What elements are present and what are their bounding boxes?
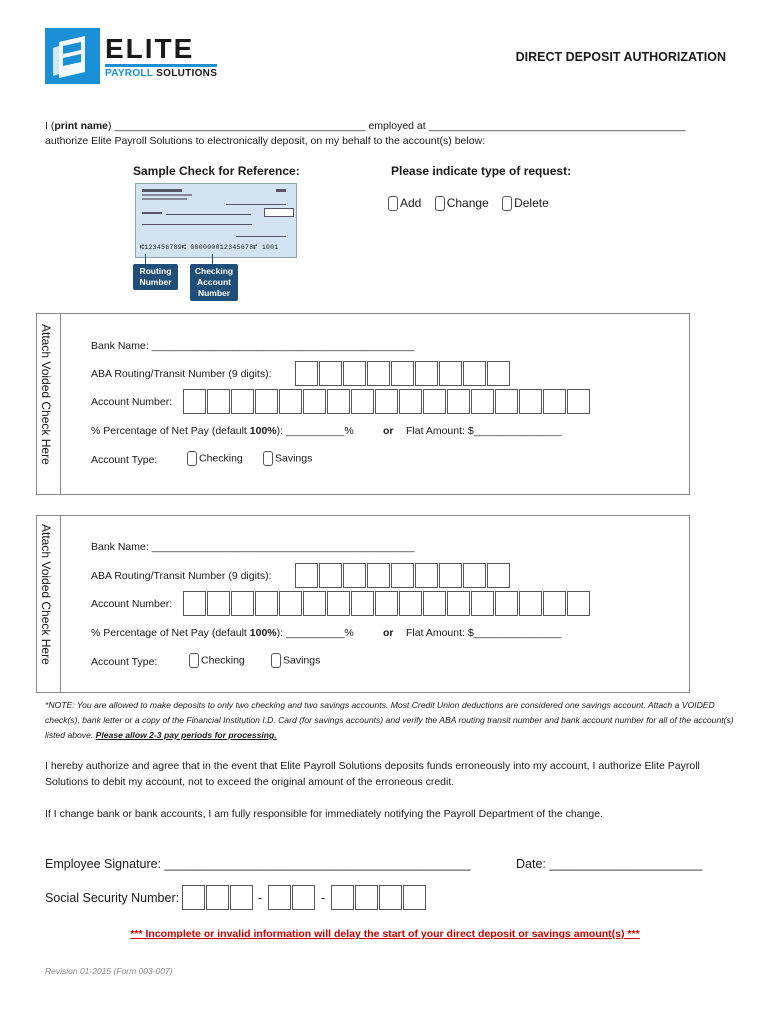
ssn-dash-2: - — [321, 891, 326, 905]
intro-line-2: authorize Elite Payroll Solutions to electronically deposit, on my behalf to the account(s) below: — [45, 135, 486, 147]
attach-check-strip — [37, 314, 61, 494]
ssn-part-2-cells[interactable] — [268, 885, 316, 910]
request-type-options — [388, 196, 559, 211]
account-number-label: Account Number: — [91, 598, 173, 610]
checkbox-icon[interactable] — [263, 451, 273, 466]
or-label: or — [383, 425, 394, 437]
attach-check-label: Attach Voided Check Here — [39, 324, 53, 465]
logo-subtitle: PAYROLL SOLUTIONS — [105, 68, 218, 79]
checkbox-icon[interactable] — [271, 653, 281, 668]
routing-number-tag: Routing Number — [133, 264, 178, 290]
routing-pointer — [145, 254, 146, 264]
checkbox-icon[interactable] — [388, 196, 398, 211]
account-block-1 — [36, 313, 690, 495]
account-type-label: Account Type: — [91, 454, 158, 466]
bank-name-field[interactable]: Bank Name: _____________________________________________ — [91, 541, 415, 553]
change-notice: If I change bank or bank accounts, I am fully responsible for immediately notifying the Payroll Department of the change. — [45, 808, 603, 820]
request-add-option[interactable]: Add — [388, 196, 421, 210]
checkbox-icon[interactable] — [435, 196, 445, 211]
intro-line-1: I (print name) ___________________________________________ employed at ____________________________________________ — [45, 120, 686, 132]
flat-amount-field[interactable]: Flat Amount: $_______________ — [406, 425, 562, 437]
percentage-field[interactable]: % Percentage of Net Pay (default 100%): __________% — [91, 627, 354, 639]
checkbox-icon[interactable] — [189, 653, 199, 668]
checkbox-icon[interactable] — [187, 451, 197, 466]
authorization-paragraph: I hereby authorize and agree that in the event that Elite Payroll Solutions deposits funds erroneously into my account, I authorize Elite Payroll Solutions to debit my account, not to exceed the original amount of the erroneous credit. — [45, 760, 700, 788]
deposit-note: *NOTE: You are allowed to make deposits to only two checking and two savings accounts. Most Credit Union deductions are considered one savings account. Attach a VOIDED check(s), bank letter or a copy of the Financial Institution I.D. Card (for savings accounts) and verify the ABA routing transit number and bank account number for all of the account(s) listed above. Please allow 2-3 pay periods for processing. — [45, 700, 734, 740]
ssn-dash-1: - — [258, 891, 263, 905]
request-type-heading: Please indicate type of request: — [391, 164, 572, 178]
account-number-label: Account Number: — [91, 396, 173, 408]
ssn-part-1-cells[interactable] — [182, 885, 254, 910]
account-block-2 — [36, 515, 690, 693]
routing-number-cells[interactable] — [295, 361, 511, 386]
account-pointer — [212, 254, 213, 264]
account-type-label: Account Type: — [91, 656, 158, 668]
percentage-field[interactable]: % Percentage of Net Pay (default 100%): __________% — [91, 425, 354, 437]
routing-number-cells[interactable] — [295, 563, 511, 588]
revision-label: Revision 01-2015 (Form 003-007) — [45, 966, 173, 976]
incomplete-warning: *** Incomplete or invalid information will delay the start of your direct deposit or savings amount(s) *** — [130, 928, 640, 940]
logo-mark-icon — [45, 28, 100, 84]
elite-logo — [45, 28, 225, 84]
sample-check-heading: Sample Check for Reference: — [133, 164, 300, 178]
ssn-label: Social Security Number: — [45, 891, 180, 905]
checkbox-icon[interactable] — [502, 196, 512, 211]
document-title: DIRECT DEPOSIT AUTHORIZATION — [515, 50, 726, 64]
or-label: or — [383, 627, 394, 639]
account-type-checking[interactable]: Checking — [189, 653, 245, 668]
attach-check-strip — [37, 516, 61, 692]
request-change-option[interactable]: Change — [435, 196, 489, 210]
check-micr-line: ⑆123456789⑆ 000000012345678⑈ 1001 — [140, 244, 279, 251]
routing-label: ABA Routing/Transit Number (9 digits): — [91, 368, 272, 380]
logo-wordmark: ELITE — [105, 33, 195, 64]
account-number-cells[interactable] — [183, 389, 591, 414]
employee-signature-field[interactable]: Employee Signature: ____________________________________________ — [45, 857, 471, 871]
account-type-savings[interactable]: Savings — [263, 451, 312, 466]
account-type-checking[interactable]: Checking — [187, 451, 243, 466]
date-field[interactable]: Date: ______________________ — [516, 857, 703, 871]
request-delete-option[interactable]: Delete — [502, 196, 549, 210]
logo-bar — [105, 64, 217, 67]
attach-check-label: Attach Voided Check Here — [39, 524, 53, 665]
bank-name-field[interactable]: Bank Name: _____________________________________________ — [91, 340, 415, 352]
account-number-cells[interactable] — [183, 591, 591, 616]
routing-label: ABA Routing/Transit Number (9 digits): — [91, 570, 272, 582]
flat-amount-field[interactable]: Flat Amount: $_______________ — [406, 627, 562, 639]
ssn-part-3-cells[interactable] — [331, 885, 427, 910]
account-type-savings[interactable]: Savings — [271, 653, 320, 668]
checking-account-tag: Checking Account Number — [190, 264, 238, 301]
